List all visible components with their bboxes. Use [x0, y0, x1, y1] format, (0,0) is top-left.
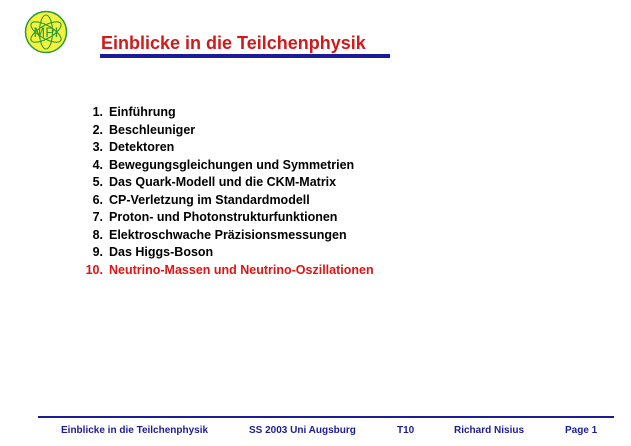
toc-item-number: 2. — [92, 122, 103, 137]
toc-item-label: Bewegungsgleichungen und Symmetrien — [109, 157, 355, 172]
toc-item-label: Das Quark-Modell und die CKM-Matrix — [109, 175, 337, 189]
table-of-contents — [78, 104, 374, 279]
toc-item — [78, 139, 374, 157]
toc-item-label: CP-Verletzung im Standardmodell — [109, 192, 310, 207]
toc-item-label: Detektoren — [109, 140, 175, 154]
toc-item-label: Neutrino-Massen und Neutrino-Oszillationen — [109, 262, 374, 277]
title-underline — [100, 54, 390, 58]
toc-item-label: Elektroschwache Präzisionsmessungen — [109, 227, 347, 242]
footer-rule — [38, 416, 614, 418]
toc-item — [78, 192, 374, 210]
toc-item — [78, 209, 374, 227]
toc-item — [78, 104, 374, 122]
footer-semester: SS 2003 Uni Augsburg — [249, 425, 356, 436]
toc-item-number: 6. — [92, 192, 103, 207]
toc-item-number: 3. — [92, 140, 103, 154]
logo-text: MPI — [33, 24, 59, 40]
toc-item-number: 7. — [92, 210, 103, 224]
toc-item — [78, 122, 374, 140]
toc-item-label: Einführung — [109, 105, 176, 119]
footer-course: Einblicke in die Teilchenphysik — [61, 425, 209, 436]
toc-item-number: 9. — [92, 245, 103, 259]
toc-item-number: 1. — [92, 105, 103, 119]
toc-item — [78, 157, 374, 175]
mpi-logo-graphic — [24, 10, 68, 54]
mpi-logo — [24, 10, 68, 54]
footer-page-number: Page 1 — [565, 425, 598, 436]
toc-item-current — [78, 262, 374, 280]
toc-item-number: 8. — [92, 227, 103, 242]
footer-code: T10 — [397, 425, 415, 436]
footer-author: Richard Nisius — [454, 425, 525, 436]
toc-item-number: 4. — [92, 157, 103, 172]
toc-item — [78, 174, 374, 192]
toc-item-label: Proton- und Photonstrukturfunktionen — [109, 210, 338, 224]
toc-item-label: Beschleuniger — [109, 122, 196, 137]
toc-item-label: Das Higgs-Boson — [109, 245, 214, 259]
toc-item-number: 5. — [92, 175, 103, 189]
toc-item — [78, 227, 374, 245]
page-title: Einblicke in die Teilchenphysik — [101, 33, 366, 53]
toc-item-number: 10. — [85, 262, 103, 277]
toc-item — [78, 244, 374, 262]
